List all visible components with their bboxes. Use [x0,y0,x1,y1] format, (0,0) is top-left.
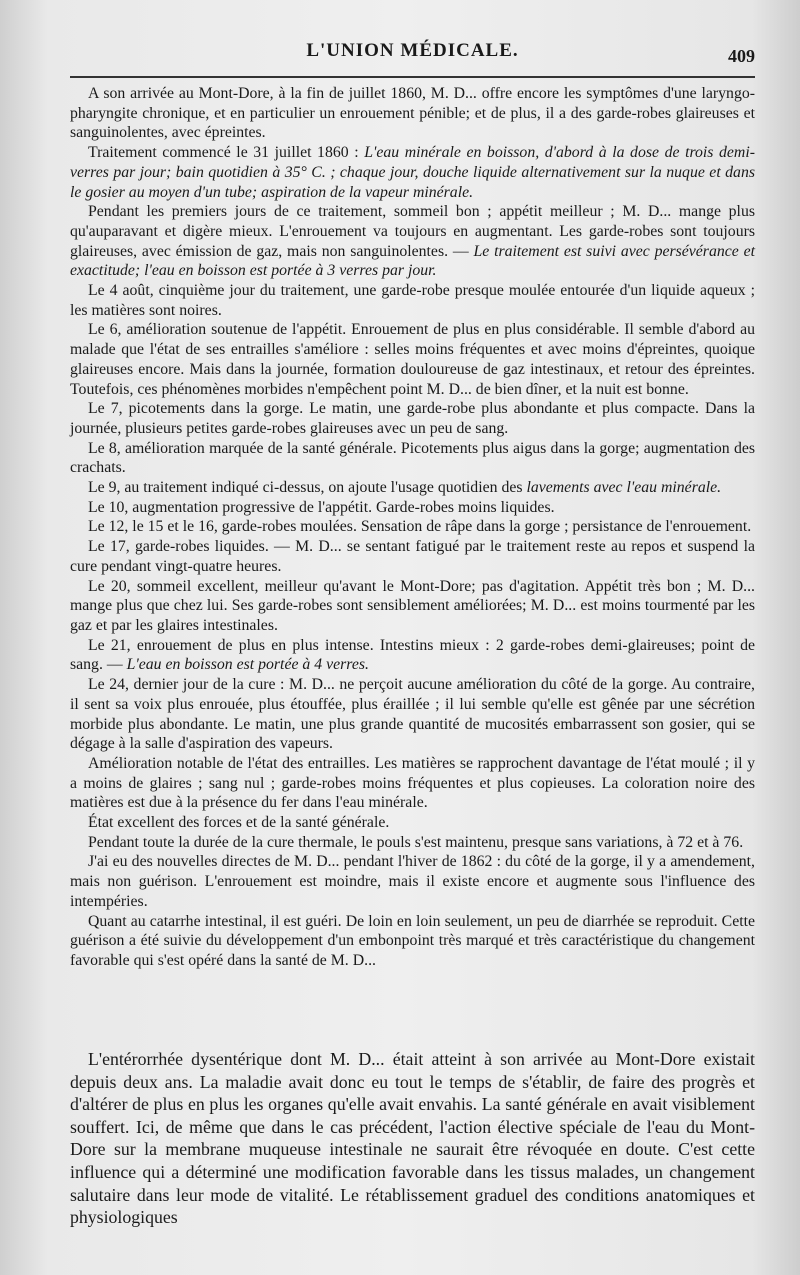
paragraph [70,478,755,498]
text-run: Quant au catarrhe intestinal, il est guéri. De loin en loin seulement, un peu de diarrhée se reproduit. Cette guérison a été suivie du développement d'un embonpoint très marqué et très caractéristique du changement favorable qui s'est opéré dans la santé de M. D... [70,912,755,969]
paragraph [70,912,755,971]
text-run: Pendant les premiers jours de ce traitement, sommeil bon ; appétit meilleur ; M. D... mange plus qu'auparavant et digère mieux. L'enrouement va toujours en augmentant. Les garde-robes sont toujours glaireuses, avec émission de gaz, mais non sanguinolentes. — [70,203,755,260]
text-run: Le 12, le 15 et le 16, garde-robes moulées. Sensation de râpe dans la gorge ; persistance de l'enrouement. [88,518,752,536]
italic-text: Le traitement est suivi avec persévérance et exactitude; l'eau en boisson est portée à 3 verres par jour. [70,242,755,280]
paragraph [70,636,755,675]
text-run: Le 21, enrouement de plus en plus intense. Intestins mieux : 2 garde-robes demi-glaireuses; point de sang. — [70,636,755,674]
text-run: Le 8, amélioration marquée de la santé générale. Picotements plus aigus dans la gorge; augmentation des crachats. [70,439,755,477]
page-header [70,40,755,72]
paragraph [70,143,755,202]
text-run: J'ai eu des nouvelles directes de M. D... pendant l'hiver de 1862 : du côté de la gorge, il y a amendement, mais non guérison. L'enrouement est moindre, mais il existe encore et augmente sous l'influence des intempéries. [70,853,755,910]
text-run: Le 6, amélioration soutenue de l'appétit. Enrouement de plus en plus considérable. Il semble d'abord au malade que l'état de ses entrailles s'améliore : selles moins fréquentes et avec moins d'épreintes, quoique glaireuses encore. Mais dans la journée, formation douloureuse de gaz intestinaux, et retour des épreintes. Toutefois, ces phénomènes morbides n'empêchent point M. D... de bien dîner, et la nuit est bonne. [70,321,755,398]
text-run: A son arrivée au Mont-Dore, à la fin de juillet 1860, M. D... offre encore les symptômes d'une laryngo-pharyngite chronique, et en particulier un enrouement pénible; et de plus, il a des garde-robes glaireuses et sanguinolentes, avec épreintes. [70,85,755,142]
text-run: Le 9, au traitement indiqué ci-dessus, on ajoute l'usage quotidien des [88,479,527,497]
text-run: Pendant toute la durée de la cure thermale, le pouls s'est maintenu, presque sans variations, à 72 et à 76. [88,833,744,851]
text-run: Le 7, picotements dans la gorge. Le matin, une garde-robe plus abondante et plus compacte. Dans la journée, plusieurs petites garde-robes glaireuses avec un peu de sang. [70,400,755,437]
paragraph [70,517,755,537]
paragraph [70,498,755,518]
text-run: État excellent des forces et de la santé générale. [88,814,390,832]
paragraph [70,852,755,911]
paragraph [70,537,755,576]
case-observation [70,84,755,971]
paragraph [70,1048,755,1229]
paragraph [70,202,755,281]
paragraph [70,281,755,320]
italic-text: L'eau en boisson est portée à 4 verres. [126,656,369,674]
paragraph [70,813,755,833]
page-number: 409 [728,46,755,66]
text-run: Amélioration notable de l'état des entrailles. Les matières se rapprochent davantage de l'état moulé ; il y a moins de glaires ; sang nul ; garde-robes moins fréquentes et plus copieuses. La coloration noire des matières est due à la présence du fer dans l'eau minérale. [70,754,755,812]
text-run: L'entérorrhée dysentérique dont M. D... était atteint à son arrivée au Mont-Dore existait depuis deux ans. La maladie avait donc eu tout le temps de s'établir, de faire des progrès et d'altérer de plus en plus les organes qu'elle avait envahis. La santé générale en avait visiblement souffert. Ici, de même que dans le cas précédent, l'action élective spéciale de l'eau du Mont-Dore sur la membrane muqueuse intestinale ne saurait être révoquée en doute. C'est cette influence qui a déterminé une modification favorable dans les tissus malades, un changement salutaire dans leur mode de vitalité. Le rétablissement graduel des conditions anatomiques et physiologiques [70,1049,755,1228]
text-run: Le 10, augmentation progressive de l'appétit. Garde-robes moins liquides. [88,498,555,516]
text-run: Le 17, garde-robes liquides. — M. D... se sentant fatigué par le traitement reste au repos et suspend la cure pendant vingt-quatre heures. [70,538,755,575]
italic-text: lavements avec l'eau minérale. [526,479,722,497]
paragraph [70,577,755,636]
paragraph [70,320,755,399]
italic-text: L'eau minérale en boisson, d'abord à la dose de trois demi-verres par jour; bain quotidien à 35° C. ; chaque jour, douche liquide alternativement sur la nuque et dans le gosier au moyen d'un tube; aspiration de la vapeur minérale. [70,144,755,201]
text-run: Le 4 août, cinquième jour du traitement, une garde-robe presque moulée entourée d'un liquide aqueux ; les matières sont noires. [70,282,755,319]
paragraph [70,754,755,813]
text-run: Le 20, sommeil excellent, meilleur qu'avant le Mont-Dore; pas d'agitation. Appétit très bon ; M. D... mange plus que chez lui. Ses garde-robes sont sensiblement améliorées; M. D... est moins tourmenté par les gaz et par les glaires intestinales. [70,577,755,634]
text-run: Le 24, dernier jour de la cure : M. D... ne perçoit aucune amélioration du côté de la gorge. Au contraire, il sent sa voix plus enrouée, plus étouffée, plus éraillée ; il lui semble qu'elle est gênée par une sécrétion morbide plus abondante. Le matin, une plus grande quantité de mucosités embarrassent son gosier, qui se dégage à la salle d'aspiration des vapeurs. [70,676,755,753]
paragraph [70,84,755,143]
paragraph [70,675,755,754]
header-rule [70,76,755,78]
commentary-section [70,1048,755,1229]
running-title: L'UNION MÉDICALE. [306,40,519,61]
text-run: Traitement commencé le 31 juillet 1860 : [88,144,365,162]
paragraph [70,439,755,478]
paragraph [70,399,755,438]
paragraph [70,833,755,853]
